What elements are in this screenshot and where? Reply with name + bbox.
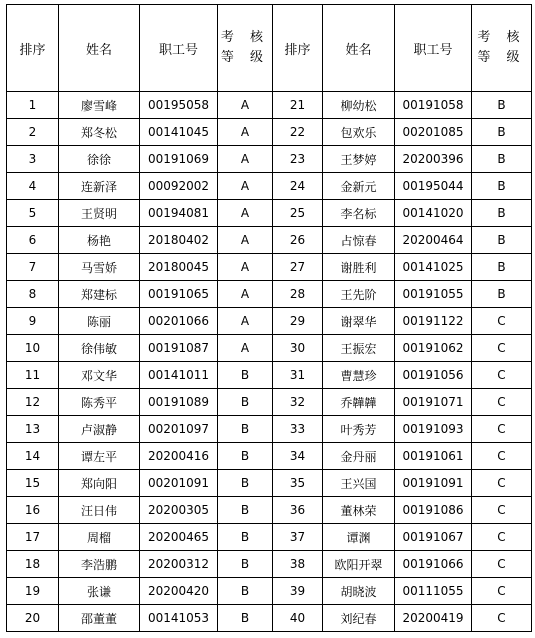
seq-cell: 20 — [7, 605, 59, 632]
seq-cell: 31 — [273, 362, 323, 389]
table-body — [7, 92, 532, 632]
name-cell: 占惊春 — [323, 227, 395, 254]
name-cell: 杨艳 — [59, 227, 140, 254]
staff-id-cell: 00141053 — [140, 605, 218, 632]
grade-cell: A — [218, 281, 273, 308]
grade-cell: B — [472, 92, 532, 119]
grade-cell: B — [472, 227, 532, 254]
staff-id-cell: 00201085 — [395, 119, 472, 146]
staff-id-cell: 00191058 — [395, 92, 472, 119]
header-grade-line1: 考 核 — [477, 30, 526, 45]
table-row — [7, 200, 532, 227]
table-row — [7, 470, 532, 497]
seq-cell: 37 — [273, 524, 323, 551]
name-cell: 李名标 — [323, 200, 395, 227]
table-row — [7, 551, 532, 578]
seq-cell: 22 — [273, 119, 323, 146]
grade-cell: C — [472, 308, 532, 335]
staff-id-cell: 20200396 — [395, 146, 472, 173]
staff-id-cell: 00191061 — [395, 443, 472, 470]
grade-cell: C — [472, 497, 532, 524]
seq-cell: 36 — [273, 497, 323, 524]
staff-id-cell: 00141020 — [395, 200, 472, 227]
seq-cell: 33 — [273, 416, 323, 443]
seq-cell: 14 — [7, 443, 59, 470]
grade-cell: C — [472, 524, 532, 551]
seq-cell: 24 — [273, 173, 323, 200]
header-seq: 排序 — [7, 5, 59, 92]
staff-id-cell: 00201097 — [140, 416, 218, 443]
seq-cell: 34 — [273, 443, 323, 470]
name-cell: 包欢乐 — [323, 119, 395, 146]
name-cell: 柳幼松 — [323, 92, 395, 119]
staff-id-cell: 00191062 — [395, 335, 472, 362]
grade-cell: B — [218, 362, 273, 389]
seq-cell: 3 — [7, 146, 59, 173]
seq-cell: 28 — [273, 281, 323, 308]
name-cell: 金新元 — [323, 173, 395, 200]
seq-cell: 15 — [7, 470, 59, 497]
table-row — [7, 389, 532, 416]
grade-cell: A — [218, 200, 273, 227]
staff-id-cell: 00092002 — [140, 173, 218, 200]
header-grade — [218, 5, 273, 92]
name-cell: 王梦婷 — [323, 146, 395, 173]
grade-cell: A — [218, 254, 273, 281]
staff-id-cell: 00111055 — [395, 578, 472, 605]
staff-id-cell: 00194081 — [140, 200, 218, 227]
name-cell: 马雪娇 — [59, 254, 140, 281]
table-row — [7, 443, 532, 470]
seq-cell: 30 — [273, 335, 323, 362]
staff-id-cell: 00191056 — [395, 362, 472, 389]
grade-cell: A — [218, 335, 273, 362]
name-cell: 曹慧珍 — [323, 362, 395, 389]
seq-cell: 2 — [7, 119, 59, 146]
staff-id-cell: 00201066 — [140, 308, 218, 335]
name-cell: 金丹丽 — [323, 443, 395, 470]
staff-id-cell: 00191066 — [395, 551, 472, 578]
grade-cell: C — [472, 335, 532, 362]
staff-id-cell: 00191069 — [140, 146, 218, 173]
name-cell: 郑冬松 — [59, 119, 140, 146]
name-cell: 邓文华 — [59, 362, 140, 389]
name-cell: 欧阳开翠 — [323, 551, 395, 578]
seq-cell: 27 — [273, 254, 323, 281]
seq-cell: 39 — [273, 578, 323, 605]
staff-id-cell: 20200305 — [140, 497, 218, 524]
grade-cell: B — [472, 146, 532, 173]
seq-cell: 40 — [273, 605, 323, 632]
header-id: 职工号 — [395, 5, 472, 92]
table-row — [7, 335, 532, 362]
name-cell: 刘纪春 — [323, 605, 395, 632]
name-cell: 徐伟敏 — [59, 335, 140, 362]
table-row — [7, 578, 532, 605]
name-cell: 胡晓波 — [323, 578, 395, 605]
header-name: 姓名 — [59, 5, 140, 92]
grade-cell: B — [218, 578, 273, 605]
seq-cell: 12 — [7, 389, 59, 416]
table-row — [7, 416, 532, 443]
staff-id-cell: 00191086 — [395, 497, 472, 524]
name-cell: 廖雪峰 — [59, 92, 140, 119]
seq-cell: 17 — [7, 524, 59, 551]
staff-grade-table — [6, 4, 532, 632]
seq-cell: 19 — [7, 578, 59, 605]
staff-id-cell: 20200464 — [395, 227, 472, 254]
grade-cell: C — [472, 362, 532, 389]
staff-id-cell: 00191055 — [395, 281, 472, 308]
seq-cell: 18 — [7, 551, 59, 578]
grade-cell: A — [218, 308, 273, 335]
seq-cell: 21 — [273, 92, 323, 119]
staff-id-cell: 00195044 — [395, 173, 472, 200]
staff-id-cell: 20200465 — [140, 524, 218, 551]
staff-id-cell: 00191087 — [140, 335, 218, 362]
name-cell: 李浩鹏 — [59, 551, 140, 578]
name-cell: 乔韡韡 — [323, 389, 395, 416]
grade-cell: B — [218, 443, 273, 470]
name-cell: 王贤明 — [59, 200, 140, 227]
header-grade — [472, 5, 532, 92]
seq-cell: 6 — [7, 227, 59, 254]
table-row — [7, 497, 532, 524]
seq-cell: 7 — [7, 254, 59, 281]
grade-cell: B — [218, 416, 273, 443]
seq-cell: 1 — [7, 92, 59, 119]
staff-id-cell: 00191067 — [395, 524, 472, 551]
staff-id-cell: 20200312 — [140, 551, 218, 578]
name-cell: 谭渊 — [323, 524, 395, 551]
table-row — [7, 119, 532, 146]
staff-id-cell: 00191093 — [395, 416, 472, 443]
staff-id-cell: 00191071 — [395, 389, 472, 416]
grade-cell: B — [218, 605, 273, 632]
name-cell: 张谦 — [59, 578, 140, 605]
name-cell: 王先阶 — [323, 281, 395, 308]
table-row — [7, 605, 532, 632]
table-row — [7, 254, 532, 281]
roster-table-container — [6, 4, 532, 632]
name-cell: 董林荣 — [323, 497, 395, 524]
seq-cell: 8 — [7, 281, 59, 308]
grade-cell: B — [218, 551, 273, 578]
header-seq: 排序 — [273, 5, 323, 92]
header-row — [7, 5, 532, 92]
grade-cell: B — [472, 254, 532, 281]
grade-cell: C — [472, 443, 532, 470]
seq-cell: 10 — [7, 335, 59, 362]
staff-id-cell: 20200416 — [140, 443, 218, 470]
staff-id-cell: 00195058 — [140, 92, 218, 119]
grade-cell: B — [218, 389, 273, 416]
header-id: 职工号 — [140, 5, 218, 92]
name-cell: 陈秀平 — [59, 389, 140, 416]
name-cell: 叶秀芳 — [323, 416, 395, 443]
staff-id-cell: 20180402 — [140, 227, 218, 254]
grade-cell: C — [472, 605, 532, 632]
grade-cell: C — [472, 551, 532, 578]
name-cell: 王兴国 — [323, 470, 395, 497]
name-cell: 周榴 — [59, 524, 140, 551]
seq-cell: 35 — [273, 470, 323, 497]
grade-cell: B — [218, 497, 273, 524]
grade-cell: C — [472, 416, 532, 443]
staff-id-cell: 00141045 — [140, 119, 218, 146]
table-row — [7, 281, 532, 308]
name-cell: 徐徐 — [59, 146, 140, 173]
name-cell: 王振宏 — [323, 335, 395, 362]
table-row — [7, 524, 532, 551]
grade-cell: C — [472, 470, 532, 497]
grade-cell: A — [218, 227, 273, 254]
grade-cell: A — [218, 173, 273, 200]
staff-id-cell: 00191065 — [140, 281, 218, 308]
header-grade-line2: 等 级 — [220, 50, 270, 65]
grade-cell: A — [218, 146, 273, 173]
table-row — [7, 92, 532, 119]
staff-id-cell: 00201091 — [140, 470, 218, 497]
grade-cell: B — [218, 524, 273, 551]
name-cell: 郑向阳 — [59, 470, 140, 497]
grade-cell: B — [472, 200, 532, 227]
staff-id-cell: 00191091 — [395, 470, 472, 497]
grade-cell: B — [472, 173, 532, 200]
seq-cell: 25 — [273, 200, 323, 227]
grade-cell: B — [218, 470, 273, 497]
table-row — [7, 173, 532, 200]
seq-cell: 38 — [273, 551, 323, 578]
header-grade-line1: 考 核 — [220, 30, 270, 45]
grade-cell: B — [472, 281, 532, 308]
name-cell: 谢翠华 — [323, 308, 395, 335]
header-name: 姓名 — [323, 5, 395, 92]
seq-cell: 29 — [273, 308, 323, 335]
grade-cell: A — [218, 119, 273, 146]
name-cell: 谭左平 — [59, 443, 140, 470]
staff-id-cell: 00191089 — [140, 389, 218, 416]
seq-cell: 11 — [7, 362, 59, 389]
staff-id-cell: 20180045 — [140, 254, 218, 281]
name-cell: 陈丽 — [59, 308, 140, 335]
seq-cell: 26 — [273, 227, 323, 254]
name-cell: 郑建标 — [59, 281, 140, 308]
name-cell: 汪日伟 — [59, 497, 140, 524]
table-row — [7, 227, 532, 254]
seq-cell: 13 — [7, 416, 59, 443]
staff-id-cell: 00191122 — [395, 308, 472, 335]
seq-cell: 5 — [7, 200, 59, 227]
name-cell: 谢胜利 — [323, 254, 395, 281]
table-row — [7, 308, 532, 335]
staff-id-cell: 00141025 — [395, 254, 472, 281]
table-row — [7, 146, 532, 173]
staff-id-cell: 20200419 — [395, 605, 472, 632]
seq-cell: 4 — [7, 173, 59, 200]
grade-cell: C — [472, 389, 532, 416]
grade-cell: A — [218, 92, 273, 119]
grade-cell: C — [472, 578, 532, 605]
staff-id-cell: 00141011 — [140, 362, 218, 389]
seq-cell: 9 — [7, 308, 59, 335]
grade-cell: B — [472, 119, 532, 146]
header-grade-line2: 等 级 — [477, 50, 526, 65]
seq-cell: 23 — [273, 146, 323, 173]
seq-cell: 16 — [7, 497, 59, 524]
staff-id-cell: 20200420 — [140, 578, 218, 605]
name-cell: 连新泽 — [59, 173, 140, 200]
table-row — [7, 362, 532, 389]
seq-cell: 32 — [273, 389, 323, 416]
name-cell: 卢淑静 — [59, 416, 140, 443]
name-cell: 邵董董 — [59, 605, 140, 632]
